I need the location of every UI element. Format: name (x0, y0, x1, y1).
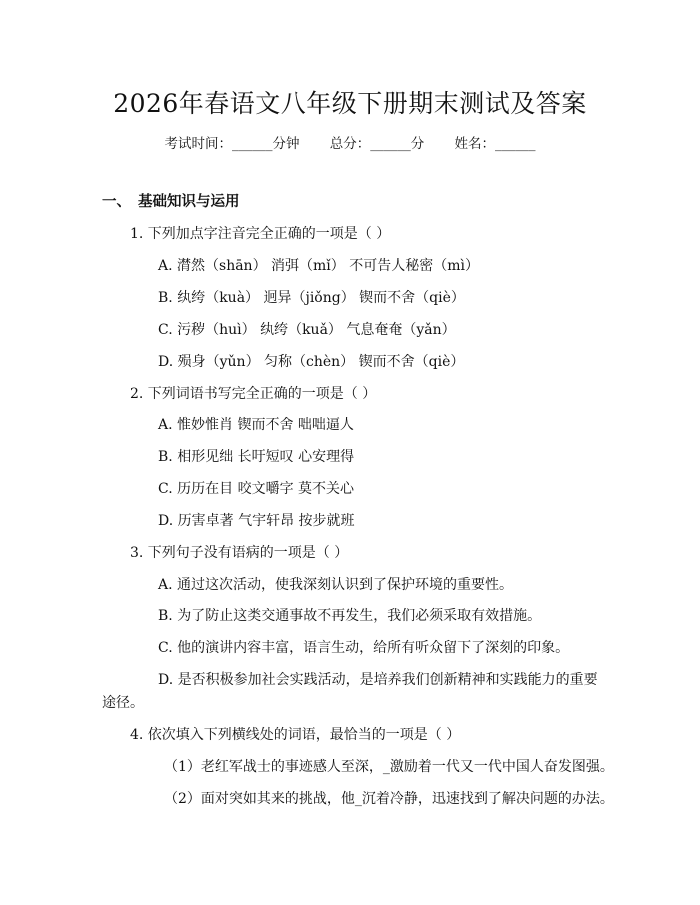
question-3-option-d: D. 是否积极参加社会实践活动，是培养我们创新精神和实践能力的重要 (158, 672, 598, 688)
question-2-option-b: B. 相形见绌 长吁短叹 心安理得 (158, 449, 355, 465)
total-score-field: 总分：______分 (329, 136, 425, 152)
question-3-option-c: C. 他的演讲内容丰富，语言生动，给所有听众留下了深刻的印象。 (158, 640, 570, 656)
question-3-option-b: B. 为了防止这类交通事故不再发生，我们必须采取有效措施。 (158, 608, 542, 624)
question-1-option-a: A. 潸然（shān） 消弭（mǐ） 不可告人秘密（mì） (158, 258, 479, 274)
section-heading (102, 190, 240, 211)
question-1-stem: 1. 下列加点字注音完全正确的一项是（ ） (130, 226, 391, 242)
question-2-option-d: D. 历害卓著 气宇轩昂 按步就班 (158, 513, 355, 529)
question-1-option-c: C. 污秽（huì） 纨绔（kuǎ） 气息奄奄（yǎn） (158, 322, 456, 338)
student-name-field: 姓名：______ (454, 136, 536, 152)
question-3-stem: 3. 下列句子没有语病的一项是（ ） (130, 545, 349, 561)
question-4-stem: 4. 依次填入下列横线处的词语，最恰当的一项是（ ） (130, 727, 461, 743)
question-3-option-d-continuation: 途径。 (102, 695, 144, 711)
page-title: 2026年春语文八年级下册期末测试及答案 (113, 89, 587, 118)
question-2-option-a: A. 惟妙惟肖 锲而不舍 咄咄逼人 (158, 417, 354, 433)
section-title: 基础知识与运用 (138, 193, 240, 210)
exam-time-field: 考试时间：______分钟 (164, 136, 300, 152)
question-4-sentence-2: （2）面对突如其来的挑战，他_沉着冷静，迅速找到了解决问题的办法。 (164, 791, 614, 807)
question-1-option-b: B. 纨绔（kuà） 迥异（jiǒng） 锲而不舍（qiè） (158, 290, 465, 306)
section-number: 一、 (102, 193, 131, 210)
question-3-option-a: A. 通过这次活动，使我深刻认识到了保护环境的重要性。 (158, 577, 514, 593)
question-2-option-c: C. 历历在目 咬文嚼字 莫不关心 (158, 481, 355, 497)
exam-info-row (0, 132, 700, 152)
question-2-stem: 2. 下列词语书写完全正确的一项是（ ） (130, 386, 377, 402)
question-4-sentence-1: （1）老红军战士的事迹感人至深，_激励着一代又一代中国人奋发图强。 (164, 759, 614, 775)
question-1-option-d: D. 殒身（yǔn） 匀称（chèn） 锲而不舍（qiè） (158, 354, 465, 370)
